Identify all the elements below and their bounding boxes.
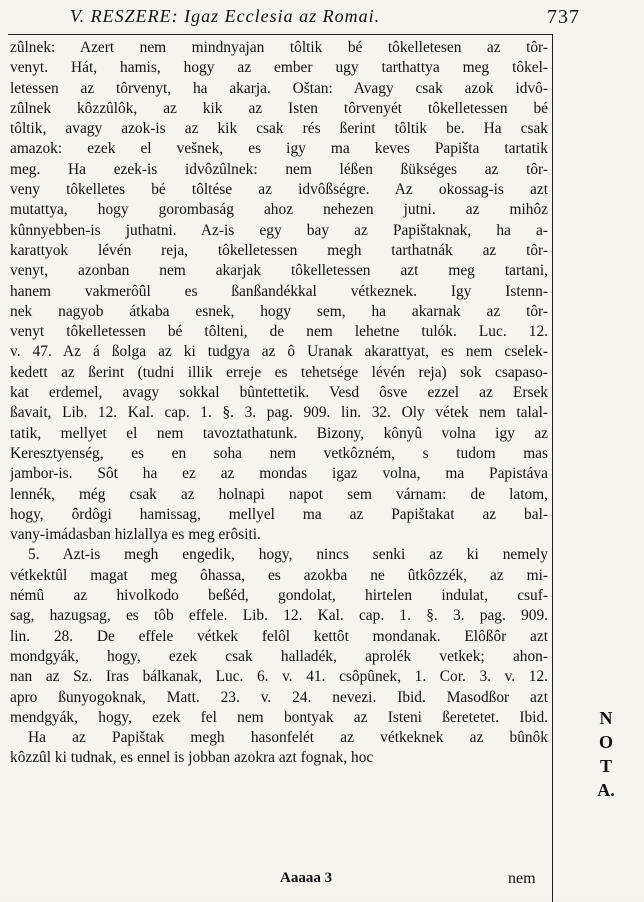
text-line: zûlnek kôzzûlôk, az kik az Isten tôrvenyét tôkelletessen bé: [10, 99, 548, 117]
text-line: mendgyák, hogy, ezek fel nem bontyak az Isteni ßeretetet. Ibid.: [10, 708, 548, 726]
text-line: hanem vakmerôûl es ßanßandékkal vétkeznek. Igy Istenn-: [10, 282, 548, 300]
text-line: venyt, azonban nem akarjak tôkelletessen azt meg tartani,: [10, 262, 548, 280]
text-line: Keresztyenség, es en soha nem vetkôzném, s tudom mas: [10, 444, 548, 462]
text-line: karattyok lévén reja, tôkelletessen megh tarthatnák az tôr-: [10, 241, 548, 259]
header-rule: [8, 34, 552, 35]
text-line: amazok: ezek el vešnek, es igy ma keves Papišta tartatik: [10, 140, 548, 158]
text-line: veny tôkelletes bé tôltése az idvôßségre. Az okossag-is azt: [10, 181, 548, 199]
header-title: V. RESZERE: Igaz Ecclesia az Romai.: [70, 6, 381, 26]
text-line: vany-imádasban hizlallya es meg erôsiti.: [10, 526, 261, 544]
text-line: venyt tôkelletessen bé tôlteni, de nem lehetne tulók. Luc. 12.: [10, 323, 548, 341]
text-line: venyt. Hát, hamis, hogy az ember ugy tarthattya meg tôkel-: [10, 59, 548, 77]
marginal-note-letter: T: [599, 756, 612, 776]
text-line: 5. Azt-is megh engedik, hogy, nincs senki az ki nemely: [28, 546, 548, 564]
text-line: letessen az tôrvenyt, ha akarja. Oštan: Avagy csak azok idvô-: [10, 79, 548, 97]
text-line: sag, hazugsag, es tôb effele. Lib. 12. Kal. cap. 1. §. 3. pag. 909.: [10, 607, 548, 625]
text-line: meg. Ha ezek-is idvôzûlnek: nem léßen ßükséges az tôr-: [10, 160, 548, 178]
marginal-note: [594, 706, 618, 802]
text-line: némû az hivolkodo beßéd, gondolat, hirtelen indulat, csuf-: [10, 587, 548, 605]
text-line: nan az Sz. Iras bálkanak, Luc. 6. v. 41. csôpûnek, 1. Cor. 3. v. 12.: [10, 668, 548, 686]
text-line: lennék, még csak az holnapi napot sem várnam: de latom,: [10, 485, 548, 503]
text-line: ßavait, Lib. 12. Kal. cap. 1. §. 3. pag. 909. lin. 32. Oly vétek nem talal-: [10, 404, 548, 422]
text-line: apro ßunyogoknak, Matt. 23. v. 24. nevezi. Ibid. Masodßor azt: [10, 688, 548, 706]
text-line: mutattya, hogy gorombaság ahoz nehezen jutni. az mihôz: [10, 201, 548, 219]
text-body: [10, 38, 548, 769]
text-line: kedett az ßerint (tudni illik erreje es tehetsége lévén reja) sok csapaso-: [10, 363, 548, 381]
marginal-note-letter: A.: [597, 780, 615, 800]
marginal-note-letter: N: [599, 708, 613, 728]
text-line: mondgyák, hogy, ezek csak halladék, aprolék vetkek; ahon-: [10, 647, 548, 665]
text-line: tôltik, avagy azok-is az kik csak rés ßerint tôltik be. Ha csak: [10, 120, 548, 138]
text-line: jambor-is. Sôt ha ez az mondas igaz volna, ma Papistáva: [10, 465, 548, 483]
text-line: tatik, mellyet el nem tavoztathatunk. Bizony, kônyû volna igy az: [10, 424, 548, 442]
text-line: vétkektûl magat meg ôhassa, es azokba ne ûtkôzzék, az mi-: [10, 566, 548, 584]
text-line: zûlnek: Azert nem mindnyajan tôltik bé tôkelletesen az tôr-: [10, 39, 548, 56]
text-line: kôzzûl ki tudnak, es ennel is jobban azokra azt fognak, hoc: [10, 749, 374, 767]
margin-rule: [552, 34, 553, 902]
marginal-note-letter: O: [598, 732, 613, 752]
text-line: hogy, ôrdôgi hamissag, mellyel ma az Papištakat az bal-: [10, 505, 548, 523]
running-header: [70, 6, 580, 34]
text-line: Ha az Papištak megh hasonfelét az vétkeknek az bûnôk: [28, 729, 548, 747]
text-line: kat erdemel, avagy sokkal bûntettetik. Vesd ôsve ezzel az Ersek: [10, 384, 548, 402]
text-line: v. 47. Az á ßolga az ki tudgya az ô Uranak akarattyat, es nem cselek-: [10, 343, 548, 361]
text-line: lin. 28. De effele vétkek felôl kettôt mondanak. Elôßôr azt: [10, 627, 548, 645]
text-line: kûnnyebben-is juthatni. Az-is egy bay az Papištaknak, ha a-: [10, 221, 548, 239]
catchword: nem: [508, 870, 536, 887]
page-number: 737: [547, 6, 580, 28]
signature-mark: Aaaaa 3: [280, 870, 333, 886]
text-line: nek nagyob átkaba esnek, hogy sem, ha akarnak az tôr-: [10, 302, 548, 320]
